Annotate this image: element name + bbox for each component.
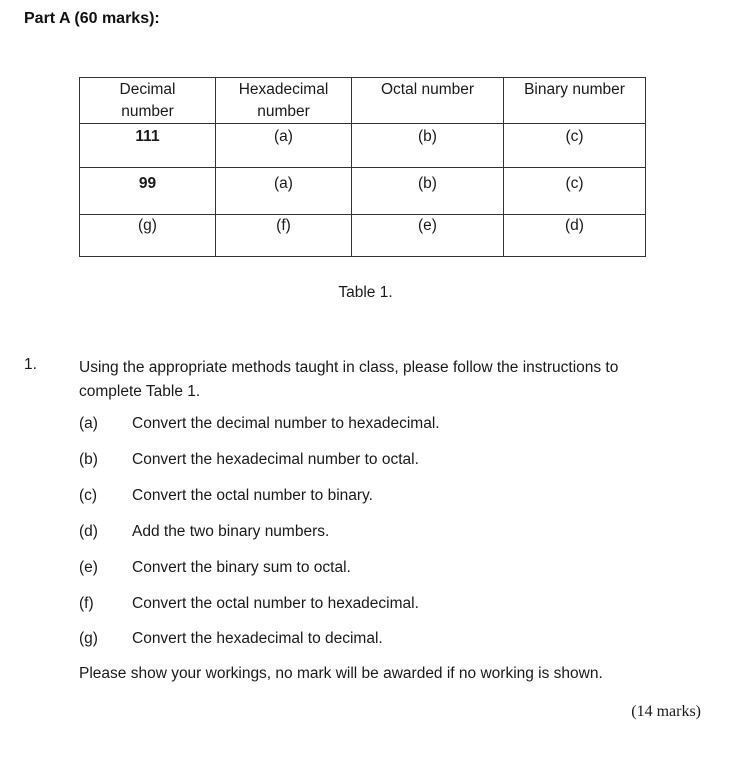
table-caption [0, 284, 731, 302]
cell-decimal: (g) [80, 215, 216, 257]
table-row [80, 215, 646, 257]
cell-octal: (e) [352, 215, 504, 257]
header-hexadecimal [216, 78, 352, 124]
step-text: Convert the hexadecimal to decimal. [132, 630, 383, 647]
step-label: (f) [79, 595, 94, 612]
step-label: (c) [79, 487, 98, 504]
header-decimal [80, 78, 216, 124]
header-hex-line1: Hexadecimal [238, 81, 329, 98]
cell-decimal: 99 [80, 168, 216, 215]
marks-label: (14 marks) [631, 703, 701, 720]
step-label: (a) [79, 415, 98, 432]
cell-decimal: 111 [80, 124, 216, 168]
cell-binary: (c) [504, 124, 646, 168]
cell-binary: (d) [504, 215, 646, 257]
table-row [80, 168, 646, 215]
header-decimal-line2: number [121, 103, 174, 120]
question-number: 1. [24, 356, 37, 373]
step-label: (d) [79, 523, 98, 540]
step-text: Convert the binary sum to octal. [132, 559, 351, 576]
header-decimal-line1: Decimal [119, 81, 176, 98]
step-label: (g) [79, 630, 98, 647]
cell-binary: (c) [504, 168, 646, 215]
table-row [80, 124, 646, 168]
step-label: (e) [79, 559, 98, 576]
table-caption-text: Table 1. [338, 284, 393, 301]
part-title: Part A (60 marks): [24, 10, 160, 27]
step-text: Convert the hexadecimal number to octal. [132, 451, 419, 468]
workings-note: Please show your workings, no mark will be awarded if no working is shown. [79, 665, 603, 682]
cell-hexadecimal: (a) [216, 124, 352, 168]
step-text: Convert the octal number to hexadecimal. [132, 595, 419, 612]
header-hex-line2: number [257, 103, 310, 120]
table-header-row [80, 78, 646, 124]
cell-octal: (b) [352, 168, 504, 215]
header-binary: Binary number [504, 78, 646, 124]
step-text: Add the two binary numbers. [132, 523, 330, 540]
cell-octal: (b) [352, 124, 504, 168]
cell-hexadecimal: (f) [216, 215, 352, 257]
conversion-table [79, 77, 646, 257]
cell-hexadecimal: (a) [216, 168, 352, 215]
question-intro: Using the appropriate methods taught in class, please follow the instructions to complete Table 1. [79, 359, 619, 400]
step-text: Convert the decimal number to hexadecimal. [132, 415, 440, 432]
step-label: (b) [79, 451, 98, 468]
step-text: Convert the octal number to binary. [132, 487, 373, 504]
header-octal: Octal number [352, 78, 504, 124]
